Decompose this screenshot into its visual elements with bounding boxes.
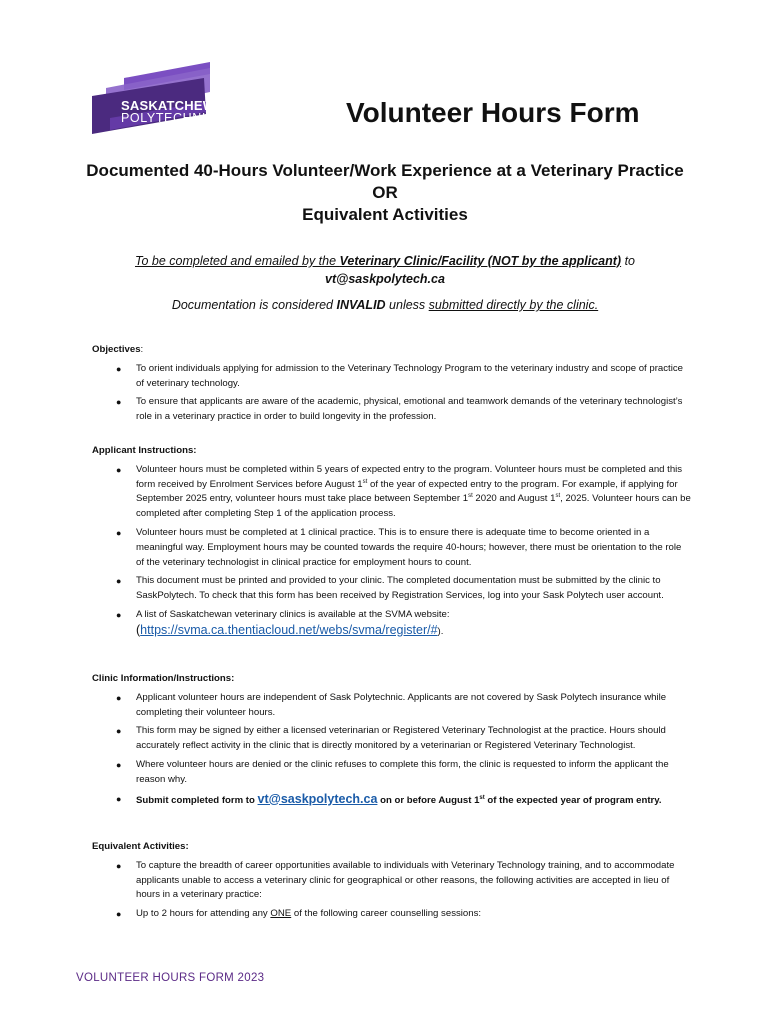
bullet-icon: ●: [116, 860, 122, 871]
list-item: ● This document must be printed and provided to your clinic. The completed documentation must be submitted by the clinic to SaskPolytech. To check that this form has been received by Registration Services, log into your Sask Polytech user account.: [116, 575, 664, 602]
note-part-1: To be completed and emailed by the: [135, 254, 340, 268]
bullet-icon: ●: [116, 363, 122, 374]
invalid-part-1: Documentation is considered: [171, 298, 337, 312]
objectives-title: Objectives :: [92, 343, 692, 358]
bullet-icon: ●: [116, 527, 122, 538]
list-item: ● Where volunteer hours are denied or the clinic refuses to complete this form, the clinic is requested to inform the applicant the reason why.: [116, 758, 669, 785]
equivalent-activities-section: [92, 840, 692, 926]
logo-text-saskatchewan: SASKATCHEWAN: [121, 98, 234, 113]
document-headline: [0, 160, 770, 226]
list-item: ● To ensure that applicants are aware of the academic, physical, emotional and teamwork demands of the veterinary technologist’s role in a veterinary practice in order to build longevity in the profession.: [116, 396, 683, 423]
invalid-part-2: INVALID: [336, 298, 386, 312]
submission-email[interactable]: vt@saskpolytech.ca: [325, 272, 445, 286]
form-title: Volunteer Hours Form: [346, 97, 640, 128]
bullet-icon: ●: [116, 692, 122, 703]
list-item: ● Up to 2 hours for attending any ONE of the following career counselling sessions:: [92, 907, 692, 922]
bullet-icon: ●: [116, 576, 122, 587]
headline-line-2: OR: [372, 183, 398, 202]
objectives-section: [92, 343, 692, 429]
applicant-instructions-section: [92, 444, 692, 644]
logo-text-polytechnic: POLYTECHNIC: [121, 111, 216, 125]
headline-line-1: Documented 40-Hours Volunteer/Work Experience at a Veterinary Practice: [86, 161, 684, 180]
list-item: ● To orient individuals applying for admission to the Veterinary Technology Program to the veterinary industry and scope of practice of veterinary technology.: [116, 362, 683, 389]
submit-email-link[interactable]: vt@saskpolytech.ca: [257, 791, 378, 806]
bullet-icon: ●: [116, 793, 122, 804]
svma-register-link[interactable]: https://svma.ca.thentiacloud.net/webs/svma/register/#: [140, 622, 438, 637]
bullet-icon: ●: [116, 397, 122, 408]
list-item: ● Volunteer hours must be completed within 5 years of expected entry to the program. Volunteer hours must be completed and this form received by Enrolment Services before August 1st of the year of expected entry to the program. For example, if applying for September 2025 entry, volunteer hours must take place between September 1st 2020 and August 1st, 2025. Volunteer hours can be completed after completing Step 1 of the application process.: [116, 463, 691, 520]
clinic-title: Clinic Information/Instructions:: [92, 673, 235, 684]
page-footer: VOLUNTEER HOURS FORM 2023: [76, 972, 265, 984]
bullet-icon: ●: [116, 464, 122, 475]
invalid-notice: [0, 296, 770, 314]
list-item: ● This form may be signed by either a licensed veterinarian or Registered Veterinary Technologist at the practice. Hours should accurately reflect activity in the clinic that is directly monitored by a veterinarian or Registered Veterinary Technologist.: [116, 725, 666, 752]
applicant-title: Applicant Instructions:: [92, 445, 197, 456]
list-item: ● To capture the breadth of career opportunities available to individuals with Veterinary Technology training, and to accommodate applicants unable to access a veterinary clinic for geographical or other reasons, the following activities are accepted in lieu of hours in a veterinary practice:: [116, 859, 675, 901]
list-item: ● Applicant volunteer hours are independent of Sask Polytechnic. Applicants are not covered by Sask Polytech insurance while completing their volunteer hours.: [116, 691, 667, 718]
note-part-3: to: [621, 254, 635, 268]
invalid-part-4: submitted directly by the clinic.: [428, 298, 599, 312]
list-item: ● A list of Saskatchewan veterinary clinics is available at the SVMA website: (https://svma.ca.thentiacloud.net/webs/svma/register/#).: [116, 608, 450, 637]
list-item: ● Volunteer hours must be completed at 1 clinical practice. This is to ensure there is adequate time to become oriented in a meaningful way. Employment hours may be counted towards the require 40-hours; however, there must be orientation to the role of the veterinary technologist in clinical practice for employment hours to count.: [116, 526, 682, 568]
invalid-part-3: unless: [385, 298, 429, 312]
headline-line-3: Equivalent Activities: [302, 205, 468, 224]
bullet-icon: ●: [116, 909, 122, 920]
bullet-icon: ●: [116, 759, 122, 770]
equivalent-title: Equivalent Activities:: [92, 841, 189, 852]
clinic-instructions-section: [92, 672, 692, 812]
note-part-2: Veterinary Clinic/Facility (NOT by the applicant): [339, 254, 622, 268]
bullet-icon: ●: [116, 726, 122, 737]
completion-instructions: [0, 252, 770, 288]
bullet-icon: ●: [116, 609, 122, 620]
list-item: ● Submit completed form to vt@saskpolytech.ca on or before August 1st of the expected year of program entry.: [116, 791, 662, 806]
